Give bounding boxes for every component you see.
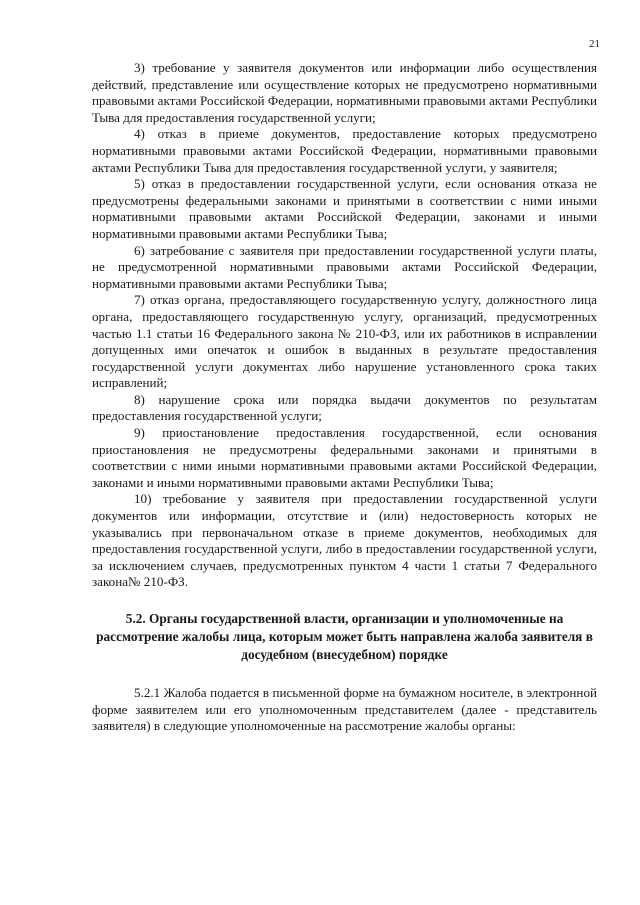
list-item-7: 7) отказ органа, предоставляющего государственную услугу, должностного лица органа, предоставляющего государственную услугу, организаций, предусмотренных частью 1.1 статьи 16 Федерального закона № 210-ФЗ, или их работников в исправлении допущенных ими опечаток и ошибок в выданных в результате предоставления государственной услуги документах либо нарушение установленного срока таких исправлений; bbox=[92, 292, 597, 391]
list-item-3: 3) требование у заявителя документов или информации либо осуществления действий, представление или осуществление которых не предусмотрено нормативными правовыми актами Российской Федерации, нормативными правовыми актами Республики Тыва для предоставления государственной услуги; bbox=[92, 60, 597, 125]
section-heading: 5.2. Органы государственной власти, организации и уполномоченные на рассмотрение жалобы лица, которым может быть направлена жалоба заявителя в досудебном (внесудебном) порядке bbox=[96, 611, 593, 662]
section-paragraph: 5.2.1 Жалоба подается в письменной форме на бумажном носителе, в электронной форме заявителем или его уполномоченным представителем (далее - представитель заявителя) в следующие уполномоченные на рассмотрение жалобы органы: bbox=[92, 685, 597, 734]
list-item-5: 5) отказ в предоставлении государственной услуги, если основания отказа не предусмотрены федеральными законами и принятыми в соответствии с ними иными нормативными правовыми актами Российской Федерации, законами и иными нормативными правовыми актами Республики Тыва; bbox=[92, 176, 597, 241]
list-item-6: 6) затребование с заявителя при предоставлении государственной услуги платы, не предусмотренной нормативными правовыми актами Российской Федерации, нормативными правовыми актами Республики Тыва; bbox=[92, 242, 597, 291]
list-item-9: 9) приостановление предоставления государственной, если основания приостановления не предусмотрены федеральными законами и принятыми в соответствии с ними иными нормативными правовыми актами Российской Федерации, законами и иными нормативными правовыми актами Республики Тыва; bbox=[92, 425, 597, 490]
list-item-8: 8) нарушение срока или порядка выдачи документов по результатам предоставления государственной услуги; bbox=[92, 391, 597, 424]
page-number: 21 bbox=[589, 38, 600, 50]
list-item-4: 4) отказ в приеме документов, предоставление которых предусмотрено нормативными правовыми актами Российской Федерации, нормативными правовыми актами Республики Тыва для предоставления государственной услуги, у заявителя; bbox=[92, 126, 597, 175]
document-body bbox=[92, 60, 597, 735]
list-item-10: 10) требование у заявителя при предоставлении государственной услуги документов или информации, отсутствие и (или) недостоверность которых не указывались при первоначальном отказе в приеме документов, необходимых для предоставления государственной услуги, либо в предоставлении государственной услуги, за исключением случаев, предусмотренных пунктом 4 части 1 статьи 7 Федерального закона№ 210-ФЗ. bbox=[92, 491, 597, 590]
